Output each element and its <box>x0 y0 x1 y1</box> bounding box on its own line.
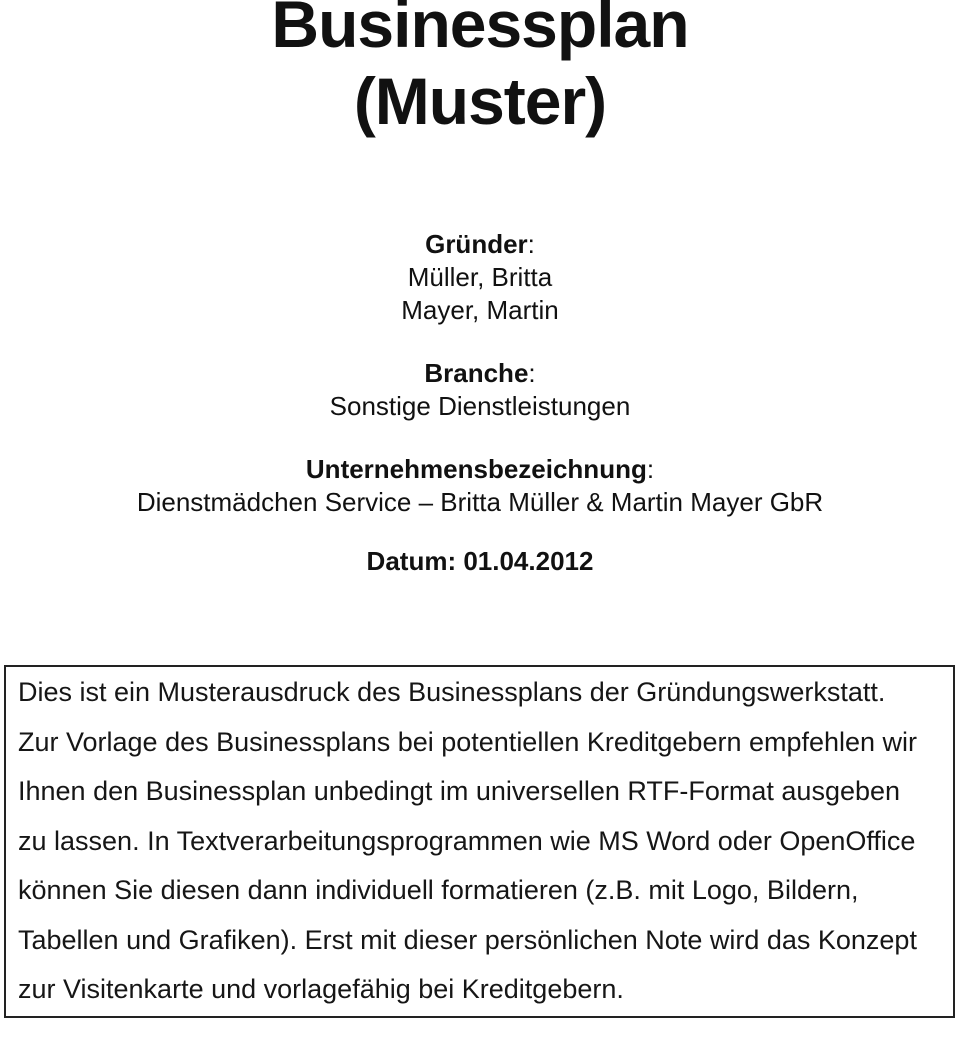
company-name-heading <box>0 453 960 486</box>
founder-name: Müller, Britta <box>407 262 553 292</box>
notice-line: können Sie diesen dann individuell formatieren (z.B. mit Logo, Bildern, <box>18 875 859 905</box>
company-name-group <box>0 453 960 519</box>
founders-label: Gründer <box>425 229 528 259</box>
industry-heading <box>0 357 960 390</box>
title-line-1: Businessplan <box>271 0 689 61</box>
company-name-colon: : <box>646 454 655 484</box>
date-line: Datum: 01.04.2012 <box>366 546 594 576</box>
notice-line: zu lassen. In Textverarbeitungsprogrammen wie MS Word oder OpenOffice <box>18 825 916 856</box>
notice-box <box>4 665 955 1018</box>
industry-value: Sonstige Dienstleistungen <box>329 391 631 421</box>
notice-line: Tabellen und Grafiken). Erst mit dieser persönlichen Note wird das Konzept <box>18 924 917 955</box>
notice-line: Zur Vorlage des Businessplans bei potentiellen Kreditgebern empfehlen wir <box>18 726 918 757</box>
industry-colon: : <box>528 358 536 388</box>
notice-line: Dies ist ein Musterausdruck des Businessplans der Gründungswerkstatt. <box>18 677 886 707</box>
notice-line: Ihnen den Businessplan unbedingt im universellen RTF-Format ausgeben <box>18 776 901 806</box>
document-title <box>0 0 960 140</box>
industry-group <box>0 357 960 423</box>
industry-label: Branche <box>424 358 529 388</box>
founders-group <box>0 228 960 327</box>
title-line-2: (Muster) <box>353 64 607 138</box>
company-name-label: Unternehmensbezeichnung <box>305 454 647 484</box>
notice-line: zur Visitenkarte und vorlagefähig bei Kreditgebern. <box>18 974 624 1004</box>
company-name-value: Dienstmädchen Service – Britta Müller & Martin Mayer GbR <box>136 487 824 517</box>
founder-name: Mayer, Martin <box>401 295 559 325</box>
founders-heading <box>0 228 960 261</box>
founders-colon: : <box>527 229 535 259</box>
